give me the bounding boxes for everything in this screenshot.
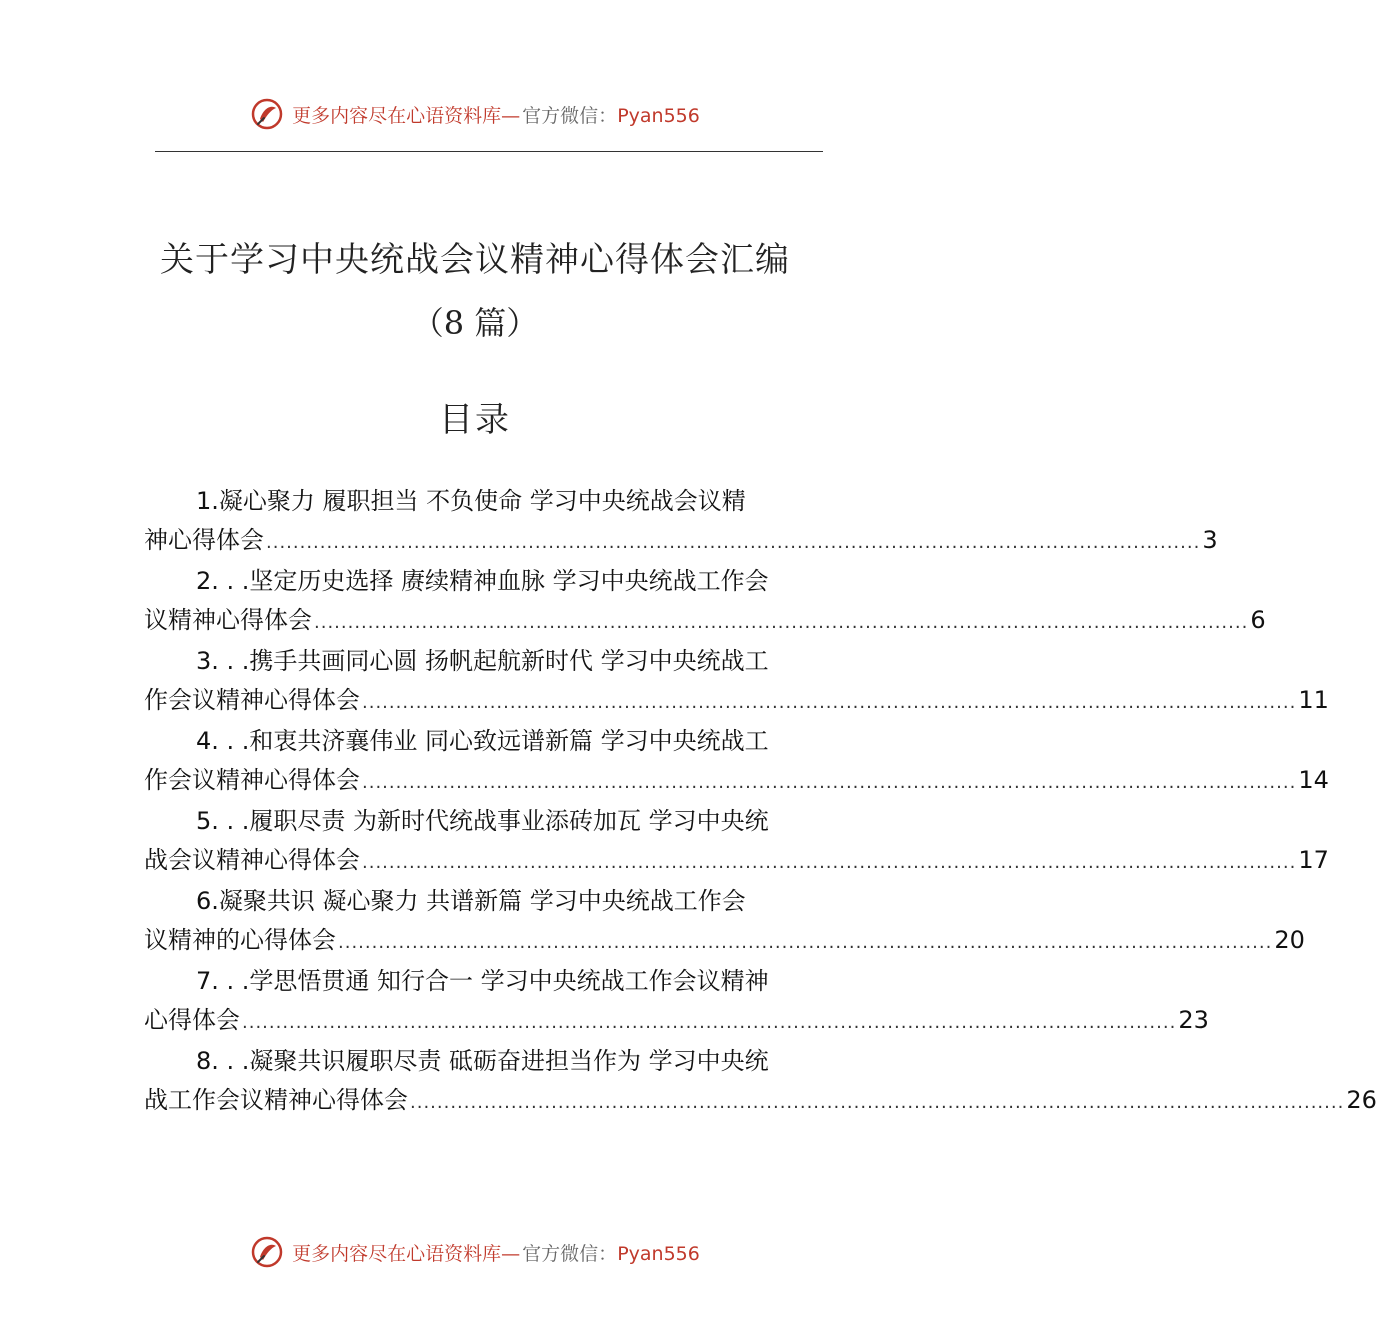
document-title: 关于学习中央统战会议精神心得体会汇编 — [160, 240, 790, 280]
toc-leader: ........................................................................................................................................... — [362, 692, 1297, 713]
toc-entry-title: 3. . .携手共画同心圆 扬帆起航新时代 学习中央统战工 — [196, 647, 769, 675]
toc-leader: ........................................................................................................................................... — [242, 1012, 1177, 1033]
toc-entry-title-cont: 心得体会 — [144, 1006, 240, 1034]
toc-entry-title-cont: 作会议精神心得体会 — [144, 686, 360, 714]
footer-banner — [0, 1232, 950, 1272]
toc-page-number: 17 — [1298, 846, 1329, 874]
toc-entry-title: 6.凝聚共识 凝心聚力 共谱新篇 学习中央统战工作会 — [196, 887, 746, 915]
toc-entry-title-cont: 战工作会议精神心得体会 — [144, 1086, 408, 1114]
toc-entry-title-cont: 战会议精神心得体会 — [144, 846, 360, 874]
header-divider — [155, 151, 823, 152]
logo-icon — [250, 97, 284, 131]
toc-page-number: 26 — [1346, 1086, 1377, 1114]
footer-wechat-id: Pyan556 — [617, 1242, 700, 1265]
toc-entry-title-cont: 神心得体会 — [144, 526, 264, 554]
logo-icon — [250, 1235, 284, 1269]
toc-entry-title: 4. . .和衷共济襄伟业 同心致远谱新篇 学习中央统战工 — [196, 727, 769, 755]
table-of-contents — [144, 482, 1377, 1122]
toc-page-number: 20 — [1274, 926, 1305, 954]
toc-entry[interactable] — [144, 802, 1329, 882]
toc-page-number: 6 — [1250, 606, 1266, 634]
toc-leader: ........................................................................................................................................... — [410, 1092, 1345, 1113]
toc-page-number: 3 — [1202, 526, 1218, 554]
toc-entry-title: 5. . .履职尽责 为新时代统战事业添砖加瓦 学习中央统 — [196, 807, 769, 835]
header-dash: — — [501, 104, 521, 127]
toc-entry[interactable] — [144, 962, 1209, 1042]
toc-entry[interactable] — [144, 482, 1218, 562]
toc-entry-title-cont: 作会议精神心得体会 — [144, 766, 360, 794]
toc-entry[interactable] — [144, 642, 1329, 722]
toc-entry-title: 7. . .学思悟贯通 知行合一 学习中央统战工作会议精神 — [196, 967, 769, 995]
document-subtitle: （8 篇） — [411, 304, 539, 342]
toc-entry[interactable] — [144, 562, 1266, 642]
header-banner-text — [292, 101, 700, 128]
toc-leader: ........................................................................................................................................... — [314, 612, 1249, 633]
toc-leader: ........................................................................................................................................... — [362, 852, 1297, 873]
toc-entry-title: 8. . .凝聚共识履职尽责 砥砺奋进担当作为 学习中央统 — [196, 1047, 769, 1075]
header-banner — [0, 94, 950, 134]
toc-entry-title: 1.凝心聚力 履职担当 不负使命 学习中央统战会议精 — [196, 487, 746, 515]
toc-entry[interactable] — [144, 882, 1305, 962]
toc-entry-title-cont: 议精神的心得体会 — [144, 926, 336, 954]
toc-page-number: 11 — [1298, 686, 1329, 714]
footer-dash: — — [501, 1242, 521, 1265]
toc-heading: 目录 — [439, 400, 511, 440]
footer-banner-text — [292, 1239, 700, 1266]
toc-entry[interactable] — [144, 722, 1329, 802]
header-wechat-id: Pyan556 — [617, 104, 700, 127]
toc-entry[interactable] — [144, 1042, 1377, 1122]
toc-entry-title: 2. . .坚定历史选择 赓续精神血脉 学习中央统战工作会 — [196, 567, 769, 595]
header-wechat-label: 官方微信： — [522, 104, 618, 127]
toc-leader: ........................................................................................................................................... — [338, 932, 1273, 953]
toc-leader: ........................................................................................................................................... — [362, 772, 1297, 793]
toc-page-number: 14 — [1298, 766, 1329, 794]
footer-brand: 更多内容尽在心语资料库 — [292, 1242, 502, 1265]
toc-leader: ........................................................................................................................................... — [266, 532, 1201, 553]
toc-page-number: 23 — [1178, 1006, 1209, 1034]
header-brand: 更多内容尽在心语资料库 — [292, 104, 502, 127]
footer-wechat-label: 官方微信： — [522, 1242, 618, 1265]
toc-entry-title-cont: 议精神心得体会 — [144, 606, 312, 634]
